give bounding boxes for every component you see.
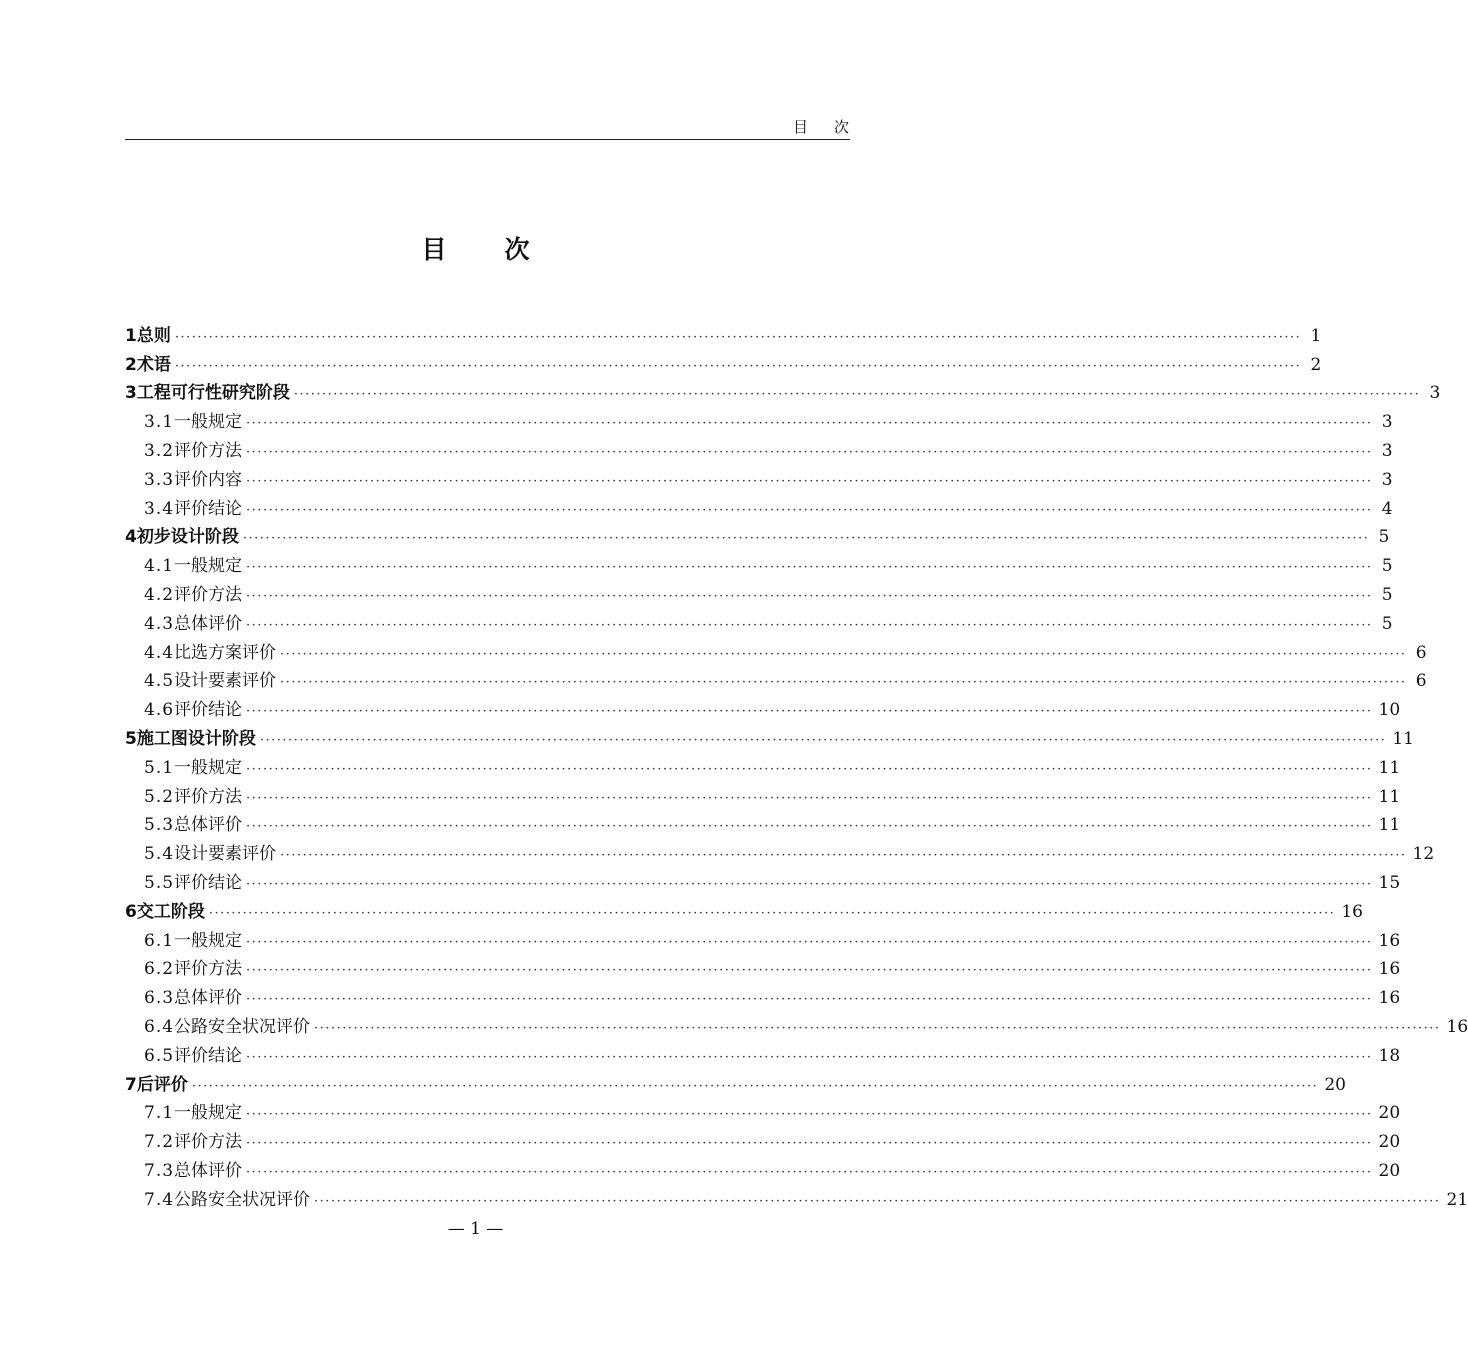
toc-entry-number: 2 (125, 354, 137, 375)
toc-entry-number: 3.3 (144, 469, 175, 490)
toc-entry-label: 一般规定 (174, 1103, 243, 1124)
toc-leader-dots: ········································································································································································································ (246, 617, 1373, 633)
toc-leader-dots: ········································································································································································································ (293, 387, 1421, 403)
toc-entry[interactable] (125, 869, 1401, 898)
toc-entry-number: 4.3 (144, 613, 175, 634)
toc-leader-dots: ········································································································································································································ (246, 963, 1373, 979)
toc-entry-page: 18 (1378, 1045, 1401, 1066)
toc-entry-page: 3 (1381, 441, 1393, 462)
toc-leader-dots: ········································································································································································································ (280, 848, 1407, 864)
toc-entry-page: 6 (1415, 671, 1427, 692)
toc-entry-page: 3 (1381, 412, 1393, 433)
toc-entry-number: 5 (125, 729, 137, 750)
toc-leader-dots: ········································································································································································································ (246, 992, 1373, 1008)
toc-leader-dots: ········································································································································································································ (246, 589, 1373, 605)
toc-entry-label: 设计要素评价 (174, 844, 277, 865)
toc-entry-page: 20 (1378, 1103, 1401, 1124)
toc-entry-page: 16 (1378, 930, 1401, 951)
toc-leader-dots: ········································································································································································································ (246, 1165, 1373, 1180)
toc-leader-dots: ········································································································································································································ (314, 1193, 1441, 1209)
toc-leader-dots: ········································································································································································································ (246, 1049, 1373, 1065)
toc-entry-page: 11 (1392, 729, 1414, 750)
toc-entry-number: 4.4 (144, 642, 175, 663)
toc-entry-page: 4 (1381, 498, 1393, 519)
toc-entry-number: 6.5 (144, 1045, 175, 1066)
toc-entry-label: 总体评价 (174, 988, 243, 1009)
toc-entry-page: 11 (1378, 786, 1401, 807)
toc-leader-dots: ········································································································································································································ (259, 733, 1387, 749)
toc-entry-number: 5.1 (144, 757, 175, 778)
toc-leader-dots: ········································································································································································································ (174, 358, 1302, 374)
toc-entry-label: 一般规定 (174, 757, 243, 778)
toc-entry[interactable] (125, 927, 1401, 956)
toc-entry-page: 21 (1446, 1189, 1468, 1210)
toc-leader-dots: ········································································································································································································ (246, 877, 1373, 893)
toc-entry[interactable] (125, 754, 1401, 783)
toc-entry-label: 一般规定 (174, 412, 243, 433)
toc-entry-label: 评价方法 (174, 786, 243, 807)
toc-entry-label: 后评价 (136, 1074, 188, 1095)
toc-entry-page: 2 (1310, 354, 1322, 375)
toc-entry[interactable] (125, 1128, 1401, 1157)
toc-entry-page: 15 (1378, 873, 1401, 894)
toc-entry-number: 6 (125, 901, 137, 922)
toc-leader-dots: ········································································································································································································ (246, 761, 1373, 777)
toc-entry-number: 3.4 (144, 498, 175, 519)
toc-entry-page: 3 (1429, 383, 1441, 404)
toc-entry-number: 7.4 (144, 1189, 175, 1210)
toc-entry-label: 总体评价 (174, 613, 243, 634)
toc-entry[interactable] (125, 956, 1401, 985)
toc-entry-page: 16 (1378, 988, 1401, 1009)
toc-entry[interactable] (125, 581, 1393, 610)
toc-entry-label: 评价方法 (174, 585, 243, 606)
page-number: — 1 — (447, 1219, 504, 1239)
toc-entry-label: 公路安全状况评价 (174, 1017, 311, 1038)
toc-entry[interactable] (125, 1071, 1346, 1100)
toc-leader-dots: ········································································································································································································ (246, 445, 1373, 461)
toc-entry[interactable] (125, 898, 1363, 927)
toc-entry-label: 设计要素评价 (174, 671, 277, 692)
toc-entry-page: 3 (1381, 469, 1393, 490)
toc-entry-page: 6 (1415, 642, 1427, 663)
toc-entry-number: 5.2 (144, 786, 175, 807)
toc-entry-page: 16 (1341, 901, 1363, 922)
toc-entry[interactable] (125, 322, 1322, 351)
toc-entry-label: 评价结论 (174, 498, 243, 519)
toc-entry-label: 交工阶段 (136, 901, 205, 922)
toc-entry-label: 初步设计阶段 (136, 527, 239, 548)
toc-entry[interactable] (125, 984, 1401, 1013)
toc-entry-number: 4.5 (144, 671, 175, 692)
toc-entry[interactable] (125, 1157, 1401, 1186)
toc-entry-label: 公路安全状况评价 (174, 1189, 311, 1210)
toc-entry[interactable] (125, 1186, 1468, 1215)
toc-entry[interactable] (125, 668, 1427, 697)
toc-entry-number: 4.6 (144, 700, 175, 721)
toc-entry[interactable] (125, 812, 1401, 841)
toc-entry-number: 6.4 (144, 1017, 175, 1038)
toc-entry[interactable] (125, 725, 1414, 754)
toc-entry-number: 3.2 (144, 441, 175, 462)
toc-entry-label: 工程可行性研究阶段 (136, 383, 290, 404)
toc-entry-label: 评价方法 (174, 441, 243, 462)
toc-entry[interactable] (125, 1042, 1401, 1071)
toc-entry-page: 11 (1378, 815, 1401, 836)
toc-entry[interactable] (125, 524, 1390, 553)
toc-entry-page: 5 (1381, 613, 1393, 634)
toc-leader-dots: ········································································································································································································ (246, 1136, 1373, 1152)
toc-entry-number: 7.2 (144, 1132, 175, 1153)
toc-leader-dots: ········································································································································································································ (246, 819, 1373, 835)
toc-entry-label: 一般规定 (174, 930, 243, 951)
toc-entry[interactable] (125, 840, 1435, 869)
toc-entry-number: 7.3 (144, 1161, 175, 1181)
toc-entry[interactable] (125, 495, 1393, 524)
toc-entry-number: 5.5 (144, 873, 175, 894)
toc-entry-number: 4.2 (144, 585, 175, 606)
toc-entry-label: 总体评价 (174, 1161, 243, 1181)
toc-entry-number: 5.4 (144, 844, 175, 865)
toc-entry[interactable] (125, 610, 1393, 639)
toc-entry-label: 评价结论 (174, 1045, 243, 1066)
toc-entry-page: 5 (1378, 527, 1390, 548)
toc-leader-dots: ········································································································································································································ (246, 416, 1373, 432)
toc-entry[interactable] (125, 466, 1393, 495)
toc-entry-page: 10 (1378, 700, 1401, 721)
table-of-contents (125, 322, 1468, 1215)
toc-entry-page: 20 (1378, 1161, 1401, 1181)
toc-entry-number: 1 (125, 325, 137, 346)
toc-entry-label: 评价结论 (174, 700, 243, 721)
running-head: 目次 (792, 118, 875, 136)
toc-entry-label: 术语 (136, 354, 171, 375)
toc-entry[interactable] (125, 408, 1393, 437)
toc-entry-label: 施工图设计阶段 (136, 729, 256, 750)
toc-entry[interactable] (125, 380, 1441, 409)
toc-entry-page: 16 (1446, 1017, 1468, 1038)
toc-entry-label: 一般规定 (174, 556, 243, 577)
toc-entry-page: 1 (1310, 325, 1322, 346)
header-rule (125, 139, 850, 140)
toc-leader-dots: ········································································································································································································ (246, 473, 1373, 489)
toc-entry[interactable] (125, 783, 1401, 812)
toc-entry-page: 12 (1412, 844, 1435, 865)
toc-entry-label: 评价内容 (174, 469, 243, 490)
toc-entry[interactable] (125, 1013, 1468, 1042)
toc-entry-label: 评价结论 (174, 873, 243, 894)
toc-entry[interactable] (125, 696, 1401, 725)
page-title: 目次 (421, 235, 588, 264)
toc-leader-dots: ········································································································································································································ (174, 329, 1302, 345)
toc-leader-dots: ········································································································································································································ (242, 531, 1370, 547)
toc-entry-page: 5 (1381, 585, 1393, 606)
toc-entry[interactable] (125, 351, 1322, 380)
toc-entry-number: 6.2 (144, 959, 175, 980)
toc-leader-dots: ········································································································································································································ (246, 934, 1373, 950)
toc-entry-page: 5 (1381, 556, 1393, 577)
toc-entry-number: 4 (125, 527, 137, 548)
toc-entry-page: 16 (1378, 959, 1401, 980)
toc-entry-number: 3 (125, 383, 137, 404)
toc-entry[interactable] (125, 1100, 1401, 1129)
toc-leader-dots: ········································································································································································································ (191, 1078, 1319, 1094)
toc-entry-label: 总体评价 (174, 815, 243, 836)
toc-entry-label: 比选方案评价 (174, 642, 277, 663)
toc-entry-number: 4.1 (144, 556, 175, 577)
toc-entry-label: 评价方法 (174, 959, 243, 980)
toc-entry-number: 5.3 (144, 815, 175, 836)
toc-leader-dots: ········································································································································································································ (208, 905, 1336, 921)
toc-leader-dots: ········································································································································································································ (246, 1107, 1373, 1123)
toc-entry-number: 6.1 (144, 930, 175, 951)
toc-entry-label: 评价方法 (174, 1132, 243, 1153)
toc-entry-number: 3.1 (144, 412, 175, 433)
toc-leader-dots: ········································································································································································································ (280, 675, 1407, 691)
toc-entry-page: 11 (1378, 757, 1401, 778)
toc-entry-number: 7.1 (144, 1103, 175, 1124)
toc-entry-label: 总则 (136, 325, 171, 346)
toc-entry-number: 6.3 (144, 988, 175, 1009)
toc-entry[interactable] (125, 552, 1393, 581)
toc-leader-dots: ········································································································································································································ (280, 646, 1407, 662)
toc-entry[interactable] (125, 437, 1393, 466)
toc-leader-dots: ········································································································································································································ (246, 502, 1373, 518)
toc-entry[interactable] (125, 639, 1427, 668)
toc-leader-dots: ········································································································································································································ (246, 790, 1373, 806)
toc-leader-dots: ········································································································································································································ (314, 1021, 1441, 1037)
toc-leader-dots: ········································································································································································································ (246, 704, 1373, 720)
toc-leader-dots: ········································································································································································································ (246, 560, 1373, 576)
toc-entry-page: 20 (1378, 1132, 1401, 1153)
toc-entry-page: 20 (1324, 1074, 1346, 1095)
toc-entry-number: 7 (125, 1074, 137, 1095)
